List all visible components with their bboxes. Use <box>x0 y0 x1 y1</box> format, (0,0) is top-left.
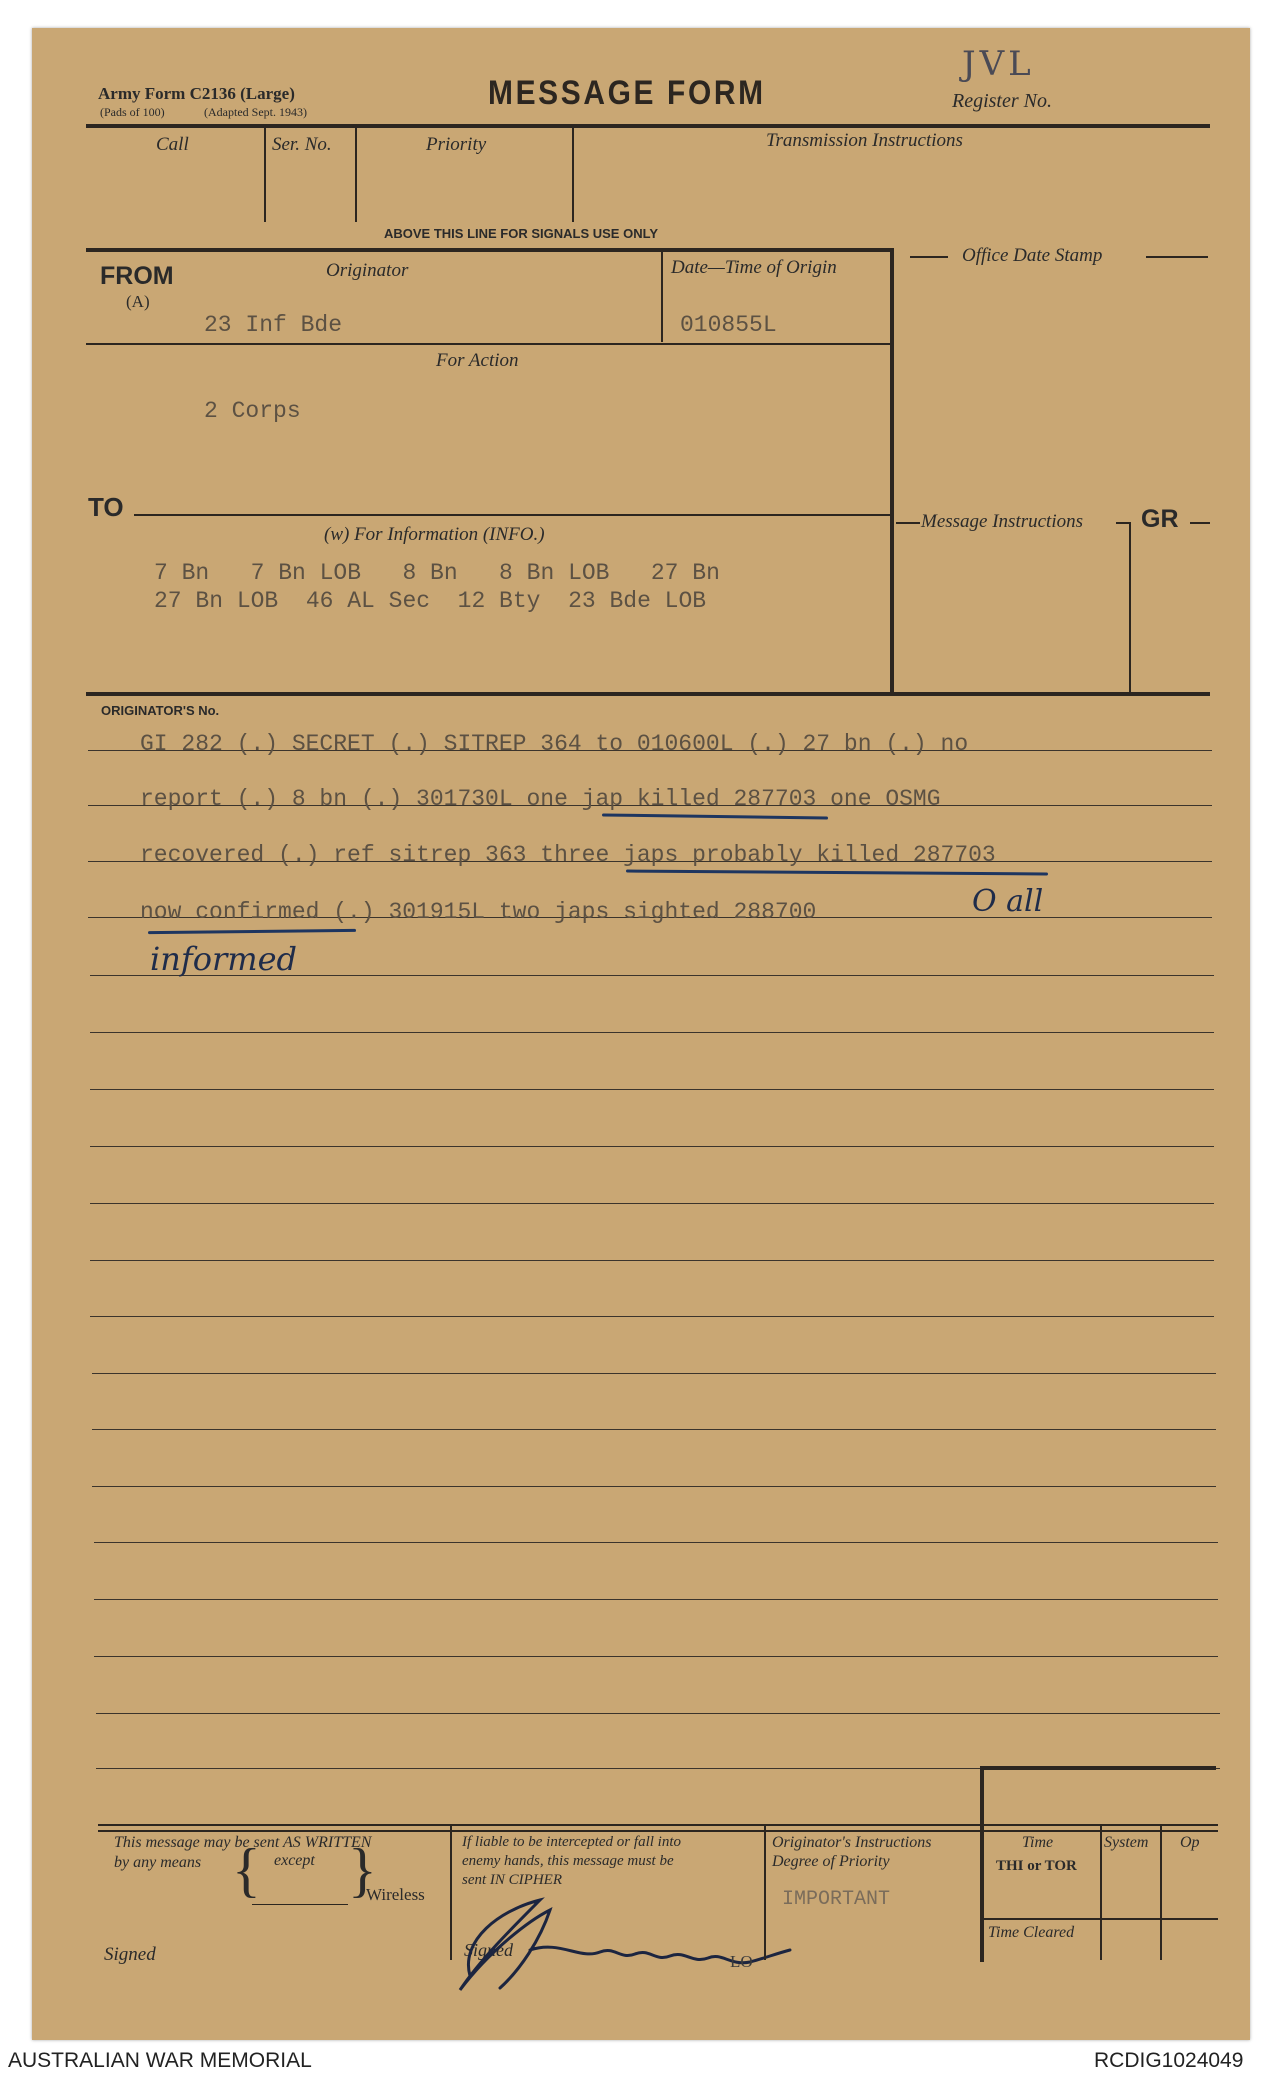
thi-tor-label: THI or TOR <box>996 1858 1077 1874</box>
originator-value: 23 Inf Bde <box>204 312 343 338</box>
message-line-2: report (.) 8 bn (.) 301730L one jap killed 287703 one OSMG <box>140 786 941 812</box>
divider <box>86 124 1210 128</box>
originator-label: Originator <box>326 260 409 281</box>
except-label: except <box>274 1852 315 1869</box>
system-label: System <box>1104 1834 1149 1851</box>
ruled-line <box>90 1316 1214 1317</box>
signed-mid-label: Signed <box>464 1940 513 1960</box>
ruled-line <box>96 1713 1220 1714</box>
handwritten-annotation-1: O all <box>972 884 1044 919</box>
time-label: Time <box>1022 1834 1054 1851</box>
from-sub-label: (A) <box>126 292 150 311</box>
divider <box>1190 522 1210 524</box>
date-time-origin-value: 010855L <box>680 312 777 338</box>
originators-instructions-label: Originator's Instructions <box>772 1834 932 1851</box>
ruled-line <box>94 1542 1218 1543</box>
divider <box>86 692 1210 696</box>
divider <box>264 126 266 222</box>
info-label: (w) For Information (INFO.) <box>324 524 545 545</box>
wireless-label: Wireless <box>366 1885 425 1904</box>
transmission-label: Transmission Instructions <box>766 130 963 151</box>
info-addressees-line-1: 7 Bn 7 Bn LOB 8 Bn 8 Bn LOB 27 Bn <box>154 560 720 586</box>
message-line-1: GI 282 (.) SECRET (.) SITREP 364 to 010600L (.) 27 bn (.) no <box>140 731 969 757</box>
divider <box>134 514 890 516</box>
form-adapted: (Adapted Sept. 1943) <box>204 105 307 119</box>
signals-use-note: ABOVE THIS LINE FOR SIGNALS USE ONLY <box>384 226 658 241</box>
ruled-line <box>92 1373 1216 1374</box>
divider <box>86 248 892 252</box>
signed-left-label: Signed <box>104 1944 156 1965</box>
priority-value: IMPORTANT <box>782 1888 891 1911</box>
handwritten-annotation-2: informed <box>150 940 298 978</box>
form-pads: (Pads of 100) <box>100 105 165 119</box>
for-action-value: 2 Corps <box>204 398 301 424</box>
message-line-4: now confirmed (.) 301915L two japs sighted 288700 <box>140 899 817 925</box>
except-brace-right: } <box>348 1837 377 1903</box>
except-blank <box>252 1904 348 1905</box>
ruled-line <box>92 1429 1216 1430</box>
ruled-line <box>90 1089 1214 1090</box>
form-id: Army Form C2136 (Large) <box>98 84 295 103</box>
divider <box>896 522 920 524</box>
ruled-line <box>90 1146 1214 1147</box>
ruled-line <box>94 1656 1218 1657</box>
divider <box>86 343 892 345</box>
divider <box>98 1830 1218 1832</box>
divider <box>1116 522 1130 524</box>
divider <box>982 1918 1218 1920</box>
ruled-line <box>90 1260 1214 1261</box>
divider <box>980 1766 1216 1770</box>
archive-credit-right: RCDIG1024049 <box>1094 2049 1244 2072</box>
time-cleared-label: Time Cleared <box>988 1924 1075 1941</box>
from-label: FROM <box>100 262 174 290</box>
except-brace-left: { <box>232 1837 261 1903</box>
divider <box>1160 1826 1162 1960</box>
divider <box>98 1824 1218 1826</box>
ruled-line <box>90 1203 1214 1204</box>
may-be-sent-line-2: by any means <box>114 1854 202 1871</box>
ser-no-label: Ser. No. <box>272 134 332 155</box>
ruled-line <box>90 1032 1214 1033</box>
archive-credit-left: AUSTRALIAN WAR MEMORIAL <box>8 2049 312 2072</box>
may-be-sent-line-1: This message may be sent AS WRITTEN <box>114 1834 372 1851</box>
date-time-origin-label: Date—Time of Origin <box>671 257 837 278</box>
message-line-3: recovered (.) ref sitrep 363 three japs probably killed 287703 <box>140 842 996 868</box>
register-number-label: Register No. <box>952 90 1052 112</box>
cipher-note-line-2: enemy hands, this message must be <box>462 1853 674 1869</box>
op-label: Op <box>1180 1834 1200 1851</box>
divider <box>572 126 574 222</box>
call-label: Call <box>156 134 189 155</box>
degree-of-priority-label: Degree of Priority <box>772 1853 890 1870</box>
signature-suffix: LO <box>730 1952 753 1971</box>
cipher-note-line-1: If liable to be intercepted or fall into <box>462 1834 681 1850</box>
office-date-stamp-label: Office Date Stamp <box>962 245 1103 266</box>
divider <box>355 126 357 222</box>
divider <box>910 256 948 258</box>
ruled-line <box>94 1599 1218 1600</box>
originators-no-label: ORIGINATOR'S No. <box>101 703 220 718</box>
officer-signature <box>430 1880 810 2000</box>
divider <box>980 1766 984 1962</box>
cipher-note-line-3: sent IN CIPHER <box>462 1872 562 1888</box>
form-title: MESSAGE FORM <box>488 74 766 112</box>
divider <box>661 250 663 342</box>
priority-label: Priority <box>426 134 487 155</box>
divider <box>890 248 894 696</box>
divider <box>1129 522 1131 692</box>
message-instructions-label: Message Instructions <box>921 511 1084 532</box>
to-label: TO <box>88 492 124 522</box>
for-action-label: For Action <box>436 350 519 371</box>
info-addressees-line-2: 27 Bn LOB 46 AL Sec 12 Bty 23 Bde LOB <box>154 588 707 614</box>
divider <box>1100 1826 1102 1960</box>
ruled-line <box>92 1486 1216 1487</box>
gr-label: GR <box>1141 505 1179 533</box>
divider <box>1146 256 1208 258</box>
register-number-value: JVL <box>962 44 1035 84</box>
divider <box>764 1826 766 1960</box>
